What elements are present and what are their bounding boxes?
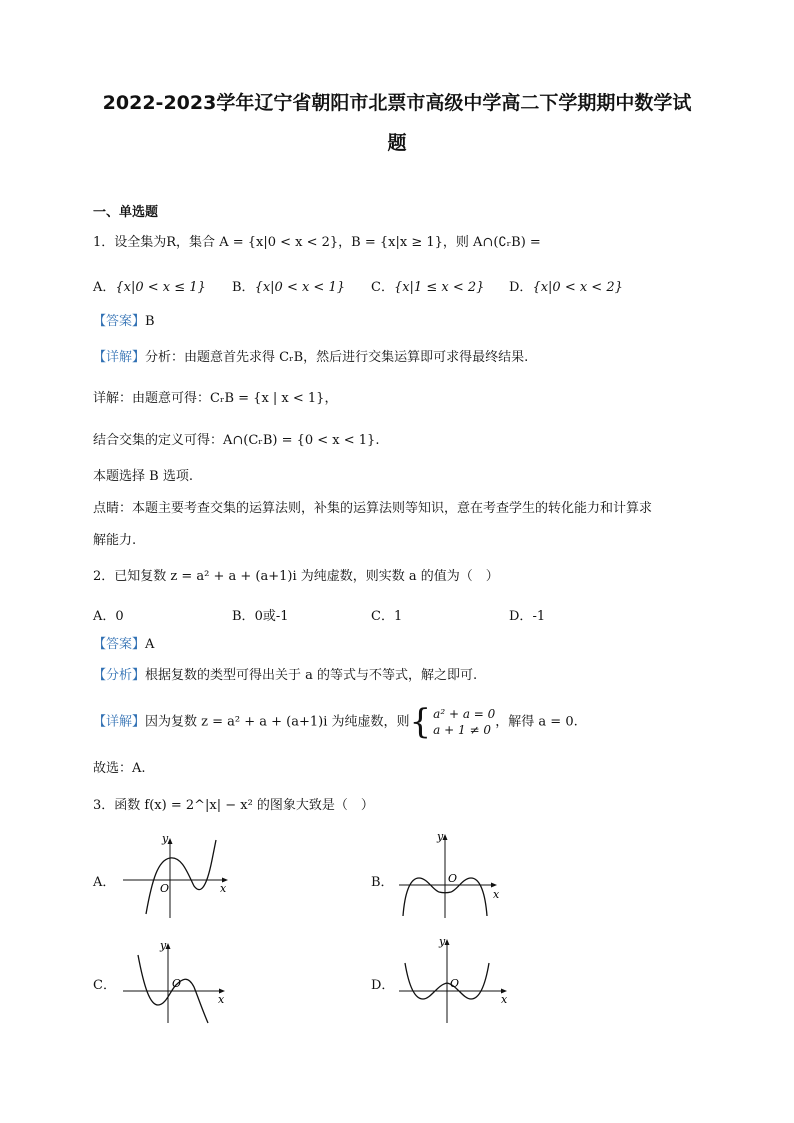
q1-option-b-text: {x|0 < x < 1} [254,280,346,295]
q3-graph-b-y: y [437,830,444,843]
q2-system-row2: a + 1 ≠ 0 [433,723,491,737]
q1-option-c-label: C． [371,280,394,295]
q1-detail-line4: 本题选择 B 选项. [93,469,193,484]
q3-option-b-label: B． [371,875,394,890]
q2-option-b-text: 0或-1 [254,609,289,624]
q1-answer [93,313,155,331]
q3-option-d-label: D． [371,978,395,993]
q1-option-b-label: B． [232,280,255,295]
q2-option-d-label: D． [509,609,533,624]
q2-detail-pre: 因为复数 z = a² + a + (a+1)i 为纯虚数，则 [145,714,410,730]
section-heading: 一、单选题 [93,205,159,220]
q3-graph-d-origin: O [450,977,460,990]
q3-graph-d-x: x [501,993,508,1006]
q2-option-c-label: C． [371,609,394,624]
q1-stem: 1．设全集为R，集合 A = {x|0 < x < 2}，B = {x|x ≥ 1}，则 A∩(∁ᵣB) = [93,235,541,250]
q2-stem: 2．已知复数 z = a² + a + (a+1)i 为纯虚数，则实数 a 的值为（ ） [93,569,499,584]
q1-answer-tag: 【答案】 [93,314,146,329]
q1-option-c-text: {x|1 ≤ x < 2} [393,280,485,295]
q3-stem: 3．函数 f(x) = 2^|x| − x² 的图象大致是（ ） [93,798,374,813]
q2-system-row1: a² + a = 0 [433,707,496,721]
q2-detail-post: ，解得 a = 0. [495,714,578,730]
q2-answer [93,636,154,654]
q3-graph-c-y: y [160,939,167,952]
q1-option-d-label: D． [509,280,533,295]
q1-detail-line5: 点睛：本题主要考查交集的运算法则，补集的运算法则等知识，意在考查学生的转化能力和计算求 [93,501,653,516]
q2-equation-system: { a² + a = 0 a + 1 ≠ 0 [409,702,496,742]
q1-detail-text: 分析：由题意首先求得 CᵣB，然后进行交集运算即可求得最终结果. [145,350,529,365]
q3-graph-b [395,830,510,920]
q3-graph-d [395,935,515,1025]
q3-graph-a-origin: O [160,882,170,895]
q1-option-a [93,276,206,295]
q2-option-d [509,605,545,624]
q3-graph-c [118,935,233,1025]
q1-detail-line3: 结合交集的定义可得：A∩(CᵣB) = {0 < x < 1}. [93,433,380,448]
q1-option-c [371,276,484,295]
q2-choose: 故选：A. [93,761,146,776]
q1-option-a-label: A． [93,280,116,295]
q2-analysis [93,667,477,685]
q3-graph-b-origin: O [448,872,458,885]
q3-graph-d-y: y [439,935,446,948]
q3-option-a-label: A． [93,875,116,890]
page-title-line1: 2022-2023学年辽宁省朝阳市北票市高级中学高二下学期期中数学试 [102,92,692,114]
q2-detail [93,702,578,742]
q3-graph-c-origin: O [172,977,182,990]
q2-analysis-tag: 【分析】 [93,668,146,683]
q1-option-a-text: {x|0 < x ≤ 1} [115,280,206,295]
q1-option-d [509,276,623,295]
q2-analysis-text: 根据复数的类型可得出关于 a 的等式与不等式，解之即可. [145,668,478,683]
q3-graph-a [118,830,233,920]
q2-answer-value: A [145,637,155,652]
q2-detail-tag: 【详解】 [93,714,146,730]
q2-option-b [232,605,289,624]
q3-graph-a-x: x [220,882,227,895]
q1-detail-line2: 详解：由题意可得：CᵣB = {x | x < 1}， [93,391,338,406]
q2-option-b-label: B． [232,609,255,624]
q1-detail-tag: 【详解】 [93,350,146,365]
q2-answer-tag: 【答案】 [93,637,146,652]
q3-graph-b-x: x [493,888,500,901]
q1-option-b [232,276,345,295]
q3-graph-a-y: y [162,832,169,845]
q2-option-a [93,605,124,624]
q2-option-a-label: A． [93,609,116,624]
q2-option-c [371,605,402,624]
q1-detail [93,349,528,367]
q2-option-d-text: -1 [532,609,546,624]
q3-option-c-label: C． [93,978,116,993]
q2-option-a-text: 0 [115,609,124,624]
q1-detail-line6: 解能力. [93,533,137,548]
q1-answer-value: B [145,314,155,329]
q1-option-d-text: {x|0 < x < 2} [532,280,623,295]
page-title-line2: 题 [387,132,407,154]
q2-option-c-text: 1 [393,609,403,624]
q3-graph-c-x: x [218,993,225,1006]
